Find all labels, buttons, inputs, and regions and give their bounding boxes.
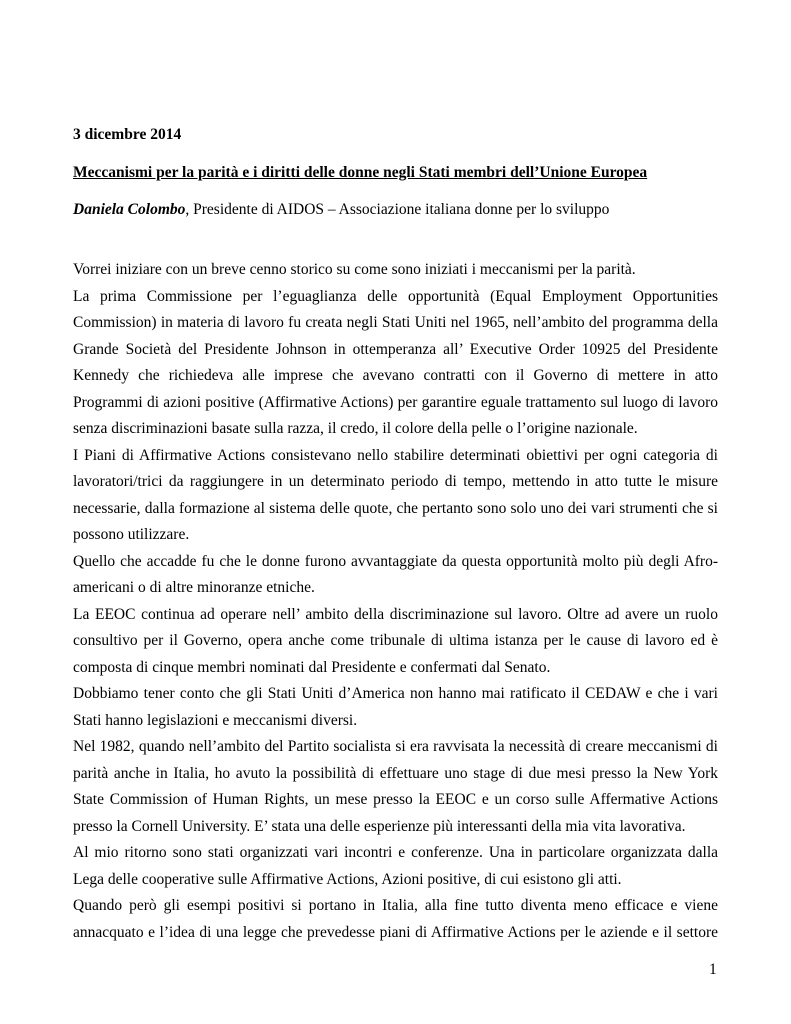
author-role: , Presidente di AIDOS – Associazione italiana donne per lo sviluppo xyxy=(185,201,610,218)
paragraph: Nel 1982, quando nell’ambito del Partito socialista si era ravvisata la necessità di creare meccanismi di parità anche in Italia, ho avuto la possibilità di effettuare uno stage di due mesi presso la New York State Commission of Human Rights, un mese presso la EEOC e un corso sulle Affermative Actions presso la Cornell University. E’ stata una delle esperienze più interessanti della mia vita lavorativa. xyxy=(73,738,718,835)
page-number: 1 xyxy=(709,961,717,978)
paragraph: La prima Commissione per l’eguaglianza delle opportunità (Equal Employment Opportunities Commission) in materia di lavoro fu creata negli Stati Uniti nel 1965, nell’ambito del programma della Grande Società del Presidente Johnson in ottemperanza all’ Executive Order 10925 del Presidente Kennedy che richiedeva alle imprese che avevano contratti con il Governo di mettere in atto Programmi di azioni positive (Affirmative Actions) per garantire eguale trattamento sul luogo di lavoro senza discriminazioni basate sulla razza, il credo, il colore della pelle o l’origine nazionale. xyxy=(73,287,718,437)
document-body xyxy=(73,257,718,946)
paragraph: Vorrei iniziare con un breve cenno storico su come sono iniziati i meccanismi per la parità. xyxy=(73,261,636,278)
paragraph: Quello che accadde fu che le donne furono avvantaggiate da questa opportunità molto più degli Afro-americani o di altre minoranze etniche. xyxy=(73,552,718,596)
paragraph: Al mio ritorno sono stati organizzati vari incontri e conferenze. Una in particolare organizzata dalla Lega delle cooperative sulle Affirmative Actions, Azioni positive, di cui esistono gli atti. xyxy=(73,844,718,888)
paragraph: I Piani di Affirmative Actions consistevano nello stabilire determinati obiettivi per ogni categoria di lavoratori/trici da raggiungere in un determinato periodo di tempo, mettendo in atto tutte le misure necessarie, dalla formazione al sistema delle quote, che pertanto sono solo uno dei vari strumenti che si possono utilizzare. xyxy=(73,446,718,543)
paragraph: La EEOC continua ad operare nell’ ambito della discriminazione sul lavoro. Oltre ad avere un ruolo consultivo per il Governo, opera anche come tribunale di ultima istanza per le cause di lavoro ed è composta di cinque membri nominati dal Presidente e confermati dal Senato. xyxy=(73,605,718,676)
document-title: Meccanismi per la parità e i diritti delle donne negli Stati membri dell’Unione Europea xyxy=(73,164,648,181)
paragraph: Quando però gli esempi positivi si portano in Italia, alla fine tutto diventa meno efficace e viene annacquato e l’idea di una legge che prevedesse piani di Affirmative Actions per le aziende e il settore xyxy=(73,897,718,941)
document-date: 3 dicembre 2014 xyxy=(73,126,182,143)
paragraph: Dobbiamo tener conto che gli Stati Uniti d’America non hanno mai ratificato il CEDAW e che i vari Stati hanno legislazioni e meccanismi diversi. xyxy=(73,685,718,729)
document-byline xyxy=(73,200,733,220)
author-name: Daniela Colombo xyxy=(73,201,186,218)
